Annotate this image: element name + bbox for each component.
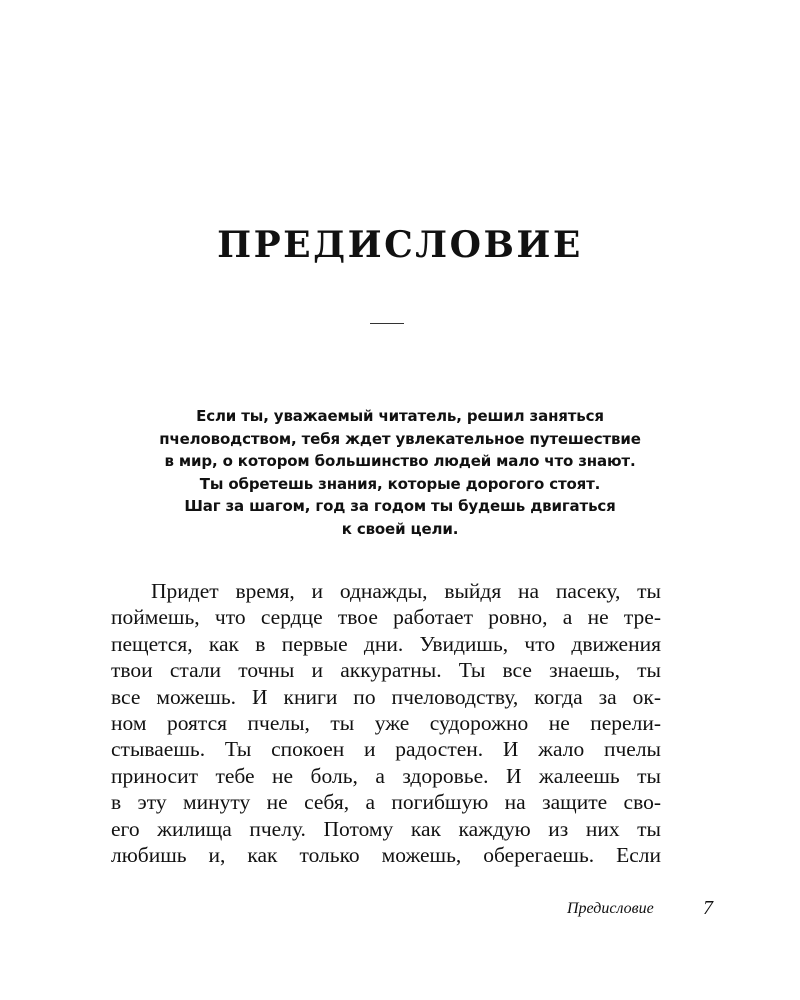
body-line: пещется, как в первые дни. Увидишь, что движения [111,631,661,656]
body-line: ном роятся пчелы, ты уже судорожно не перели- [111,711,661,736]
epigraph-line: Ты обретешь знания, которые дорогого стоят. [199,474,601,493]
epigraph [100,405,700,541]
epigraph-line: Если ты, уважаемый читатель, решил заняться [196,407,604,425]
title-divider [370,323,404,324]
body-line: твои стали точны и аккуратны. Ты все знаешь, ты [111,658,661,683]
body-paragraph [111,578,661,868]
body-line: Придет время, и однажды, выйдя на пасеку, ты [151,579,661,603]
body-line: любишь и, как только можешь, оберегаешь. Если [111,843,661,868]
body-line: поймешь, что сердце твое работает ровно, а не тре- [111,605,661,630]
page-number: 7 [703,897,713,919]
epigraph-line: к своей цели. [341,519,459,538]
body-line: его жилища пчелу. Потому как каждую из них ты [111,816,661,841]
chapter-title: ПРЕДИСЛОВИЕ [217,224,583,266]
epigraph-line: пчеловодством, тебя ждет увлекательное путешествие [159,429,641,448]
epigraph-line: Шаг за шагом, год за годом ты будешь двигаться [184,497,616,516]
epigraph-line: в мир, о котором большинство людей мало что знают. [164,452,636,471]
running-footer-title: Предисловие [567,900,654,917]
body-line: все можешь. И книги по пчеловодству, когда за ок- [111,684,661,709]
body-line: приносит тебе не боль, а здоровье. И жалеешь ты [111,763,661,788]
body-line: стываешь. Ты спокоен и радостен. И жало пчелы [111,737,661,762]
body-line: в эту минуту не себя, а погибшую на защите сво- [111,790,661,815]
